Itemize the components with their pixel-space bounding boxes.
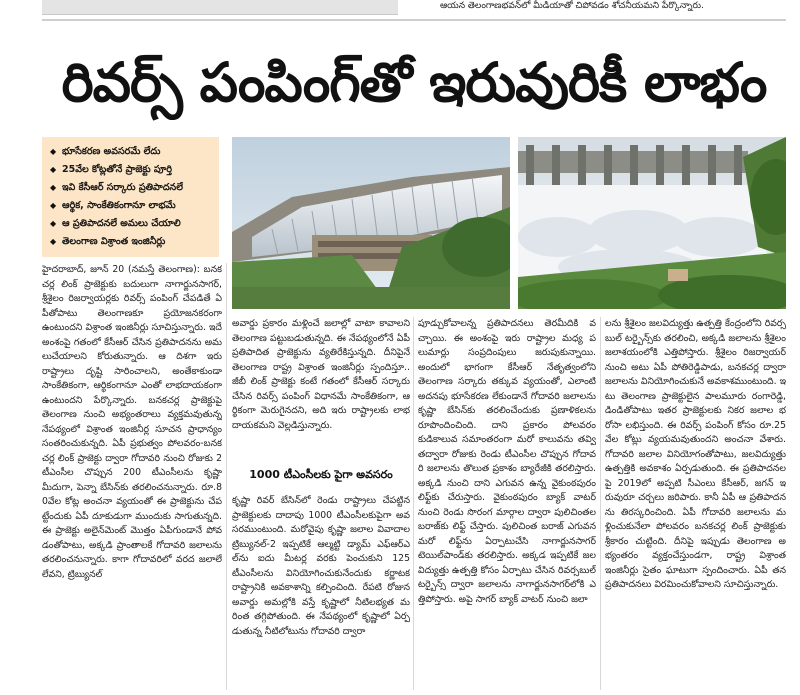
highlight-item: ◆ తెలంగాణ విశ్రాంత ఇంజినీర్లు	[50, 233, 213, 251]
highlight-item: ◆ ఇవి కేసీఆర్ సర్కారు ప్రతిపాదనలే	[50, 179, 213, 197]
headline: రివర్స్ పంపింగ్‌తో ఇరువురికీ లాభం	[61, 51, 767, 114]
highlight-item: ◆ భూసేకరణ అవసరమే లేదు	[50, 143, 213, 161]
dam-gates-illustration	[518, 137, 786, 309]
dam-photo-right	[518, 137, 786, 309]
bullet-icon: ◆	[50, 201, 57, 210]
previous-article-box	[42, 0, 398, 15]
bullet-icon: ◆	[50, 147, 57, 156]
highlights-box	[42, 137, 219, 257]
article-column-3: పూడ్చుకోవాలన్న ప్రతిపాదనలు తెరమీదికి వచ్చాయి. ఈ అంశంపై ఇరు రాష్ట్రాల మధ్య పలుమార్లు సంప్రదింపులు జరుపుకున్నాయి. అందులో భాగంగా కేసీఆర్ నేతృత్వంలోని తెలంగాణ సర్కారు తక్కువ వ్యయంతో, ఎలాంటి అదనపు భూసేకరణ లేకుండానే గోదావరి జలాలను కృష్ణా బేసిన్‌కు తరలించేందుకు ప్రణాళికలను రూపొందించింది. దాని ప్రకారం పోలవరం కుడికాలువ సమాంతరంగా మరో కాలువను తవ్వి తద్వారా రోజుకు రెండు టీఎంసీల చొప్పున గోదావరి జలాలను తొలుత ప్రకాశం బ్యారేజీకి తరలిస్తారు. అక్కడి నుంచి దాని ఎగువన ఉన్న వైకుంఠపురం లిఫ్ట్‌కు చేరుస్తారు. వైకుంఠపురం బ్యాక్ వాటర్ నుంచి రెండు సొరంగ మార్గాల ద్వారా పులిచింతల బరాజ్‌కు లిఫ్ట్ చేస్తారు. పులిచింత బరాజ్ ఎగువన మరో లిఫ్ట్‌ను ఏర్పాటుచేసి నాగార్జునసాగర్ టెయిల్‌పాండ్‌కు తరలిస్తారు. అక్కడ ఇప్పటికే జలవిద్యుత్తు ఉత్పత్తి కోసం ఏర్పాటు చేసిన రివర్సబుల్ టర్బైన్స్ ద్వారా జలాలను నాగార్జునసాగర్‌లోకి ఎత్తిపోస్తారు. అపై సాగర్ బ్యాక్ వాటర్ నుంచి జలా	[418, 318, 596, 605]
column-divider	[413, 317, 414, 690]
bullet-icon: ◆	[50, 183, 57, 192]
dam-photo-left	[232, 137, 510, 309]
bullet-icon: ◆	[50, 237, 57, 246]
highlight-item: ◆ ఆ ప్రతిపాదనలే అమలు చేయాలి	[50, 215, 213, 233]
column-divider	[226, 263, 227, 690]
column-divider	[600, 317, 601, 690]
highlight-item: ◆ 25వేల కోట్లతోనే ప్రాజెక్టు పూర్తి	[50, 161, 213, 179]
article-subheading: 1000 టీఎంసీలకు పైగా అవసరం	[249, 468, 393, 481]
bullet-icon: ◆	[50, 219, 57, 228]
highlight-item: ◆ ఆర్థిక, సాంకేతికంగానూ లాభమే	[50, 197, 213, 215]
top-strip	[0, 0, 800, 18]
divider	[42, 19, 786, 21]
dam-illustration	[232, 137, 510, 309]
article-column-4: లను శ్రీశైలం జలవిద్యుత్తు ఉత్పత్తి కేంద్రంలోని రివర్సబుల్ టర్బైన్స్‌కు తరలించి, అక్కడి జలాలను శ్రీశైలం జలాశయంలోకి ఎత్తిపోస్తారు. శ్రీశైలం రిజర్వాయర్ నుంచి అటు ఏపీ పోతిరెడ్డిపాడు, బనకచర్ల ద్వారా జలాలను వినియోగించుకునే అవకాశముంటుంది. ఇటు తెలంగాణ ప్రాజెక్టులైన పాలమూరు రంగారెడ్డి, డిండితోపాటు ఇతర ప్రాజెక్టులకు నికర జలాల భరోసా లభిస్తుంది. ఈ రివర్స్ పంపింగ్ కోసం రూ.25 వేల కోట్లు వ్యయమవుతుందని అంచనా వేశారు. గోదావరి జలాల వినియోగంతోపాటు, జలవిద్యుత్తు ఉత్పత్తికి అవకాశం ఏర్పడుతుంది. ఈ ప్రతిపాదనలపై 2019లో అప్పటి సీఎంలు కేసీఆర్, జగన్ ఇరువురూ చర్చలు జరిపారు. కానీ ఏపీ ఆ ప్రతిపాదనను తిరస్కరించింది. ఏపీ గోదావరి జలాలను మళ్లించుకునేలా పోలవరం బనకచర్ల లింక్ ప్రాజెక్టుకు శ్రీకారం చుట్టింది. దీనిపై ఇప్పుడు తెలంగాణ అభ్యంతరం వ్యక్తంచేస్తుండగా, రాష్ట్ర విశ్రాంత ఇంజినీర్లు సైతం ఘాటుగా స్పందించారు. ఏపీ తన ప్రతిపాదనలు విరమించుకోవాలని సూచిస్తున్నారు.	[605, 318, 786, 590]
article-column-2: అవార్డు ప్రకారం మళ్లించే జలాల్లో వాటా కావాలని తెలంగాణ పట్టుబడుతున్నది. ఈ నేపథ్యంలోనే ఏపీ ప్రతిపాదిత ప్రాజెక్టును వ్యతిరేకిస్తున్నది. దీనిపైనే తెలంగాణ రాష్ట్ర విశ్రాంత ఇంజినీర్లు స్పందిస్తూ.. జీబీ లింక్ ప్రాజెక్టు కంటే గతంలో కేసీఆర్ సర్కారు చేసిన రివర్స్ పంపింగ్ విధానమే సాంకేతికంగా, ఆర్థికంగా మెరుగైనదని, అది ఇరు రాష్ట్రాలకు లాభదాయకమని వెల్లడిస్తున్నారు.	[232, 318, 410, 431]
article-column-2-continued: కృష్ణా రివర్ బేసిన్‌లో రెండు రాష్ట్రాలు చేపట్టిన ప్రాజెక్టులకు దాదాపు 1000 టీఎంసీలకుపైగా అవసరముంటుంది. మరోవైపు కృష్ణా జలాల వివాదాల ట్రిబ్యునల్-2 ఇప్పటికే ఆల్మట్టి డ్యామ్ ఎఫ్ఆర్ఎల్‌ను ఐదు మీటర్ల వరకు పెంచుకుని 125 టీఎంసీలను వినియోగించుకునేందుకు కర్ణాటక రాష్ట్రానికి అవకాశాన్ని కల్పించింది. రేపటి రోజున అవార్డు అమల్లోకి వస్తే కృష్ణాలో నీటిలభ్యత మరింత తగ్గిపోతుంది. ఈ నేపథ్యంలో కృష్ణాలో ఏర్పడుతున్న నీటిలోటును గోదావరి ద్వారా	[232, 495, 410, 637]
top-strip-caption: ఆయన తెలంగాణభవన్‌లో మీడియాతో చిపోవడం శోచనీయమని పేర్కొన్నారు.	[440, 1, 704, 11]
article-column-1: హైదరాబాద్, జూన్ 20 (నమస్తే తెలంగాణ): బనకచర్ల లింక్ ప్రాజెక్టుకు బదులుగా నాగార్జునసాగర్, శ్రీశైలం రిజర్వాయర్లకు రివర్స్ పంపింగ్ చేపడితే ఏపీతోపాటు తెలంగాణకూ ప్రయోజనకరంగా ఉంటుందని విశ్రాంత ఇంజినీర్లు సూచిస్తున్నారు. ఇదే అంశంపై గతంలో కేసీఆర్ చేసిన ప్రతిపాదనను అమలుచేయాలని కోరుతున్నారు. ఆ దిశగా ఇరు రాష్ట్రాలు దృష్టి సారించాలని, అంతేకాకుండా సాంకేతికంగా, ఆర్థికంగానూ ఎంతో లాభదాయకంగా ఉంటుందని పేర్కొన్నారు. బనకచర్ల ప్రాజెక్టుపై తెలంగాణ నుంచి అభ్యంతరాలు వ్యక్తమవుతున్న నేపథ్యంలో విశ్రాంత ఇంజినీర్ల సూచన ప్రాధాన్యం సంతరించుకున్నది. ఏపీ ప్రభుత్వం పోలవరం-బనకచర్ల లింక్ ప్రాజెక్టు ద్వారా గోదావరి నుంచి రోజుకు 2 టీఎంసీల చొప్పున 200 టీఎంసీలను కృష్ణా మీదుగా, పెన్నా బేసిన్‌కు తరలించనున్నారు. రూ.80వేల కోట్ల అంచనా వ్యయంతో ఈ ప్రాజెక్టును చేపట్టేందుకు ఏపీ దూకుడుగా ముందుకు సాగుతున్నది. ఈ ప్రాజెక్టు అలైన్‌మెంట్ మొత్తం ఏపీగుండానే పోవడంతోపాటు, అక్కడి ప్రాంతాలకే గోదావరి జలాలను తరలించనున్నారు. కాగా గోదావరిలో వరద జలాలే లేవని, ట్రిబ్యునల్	[42, 264, 222, 580]
bullet-icon: ◆	[50, 165, 57, 174]
